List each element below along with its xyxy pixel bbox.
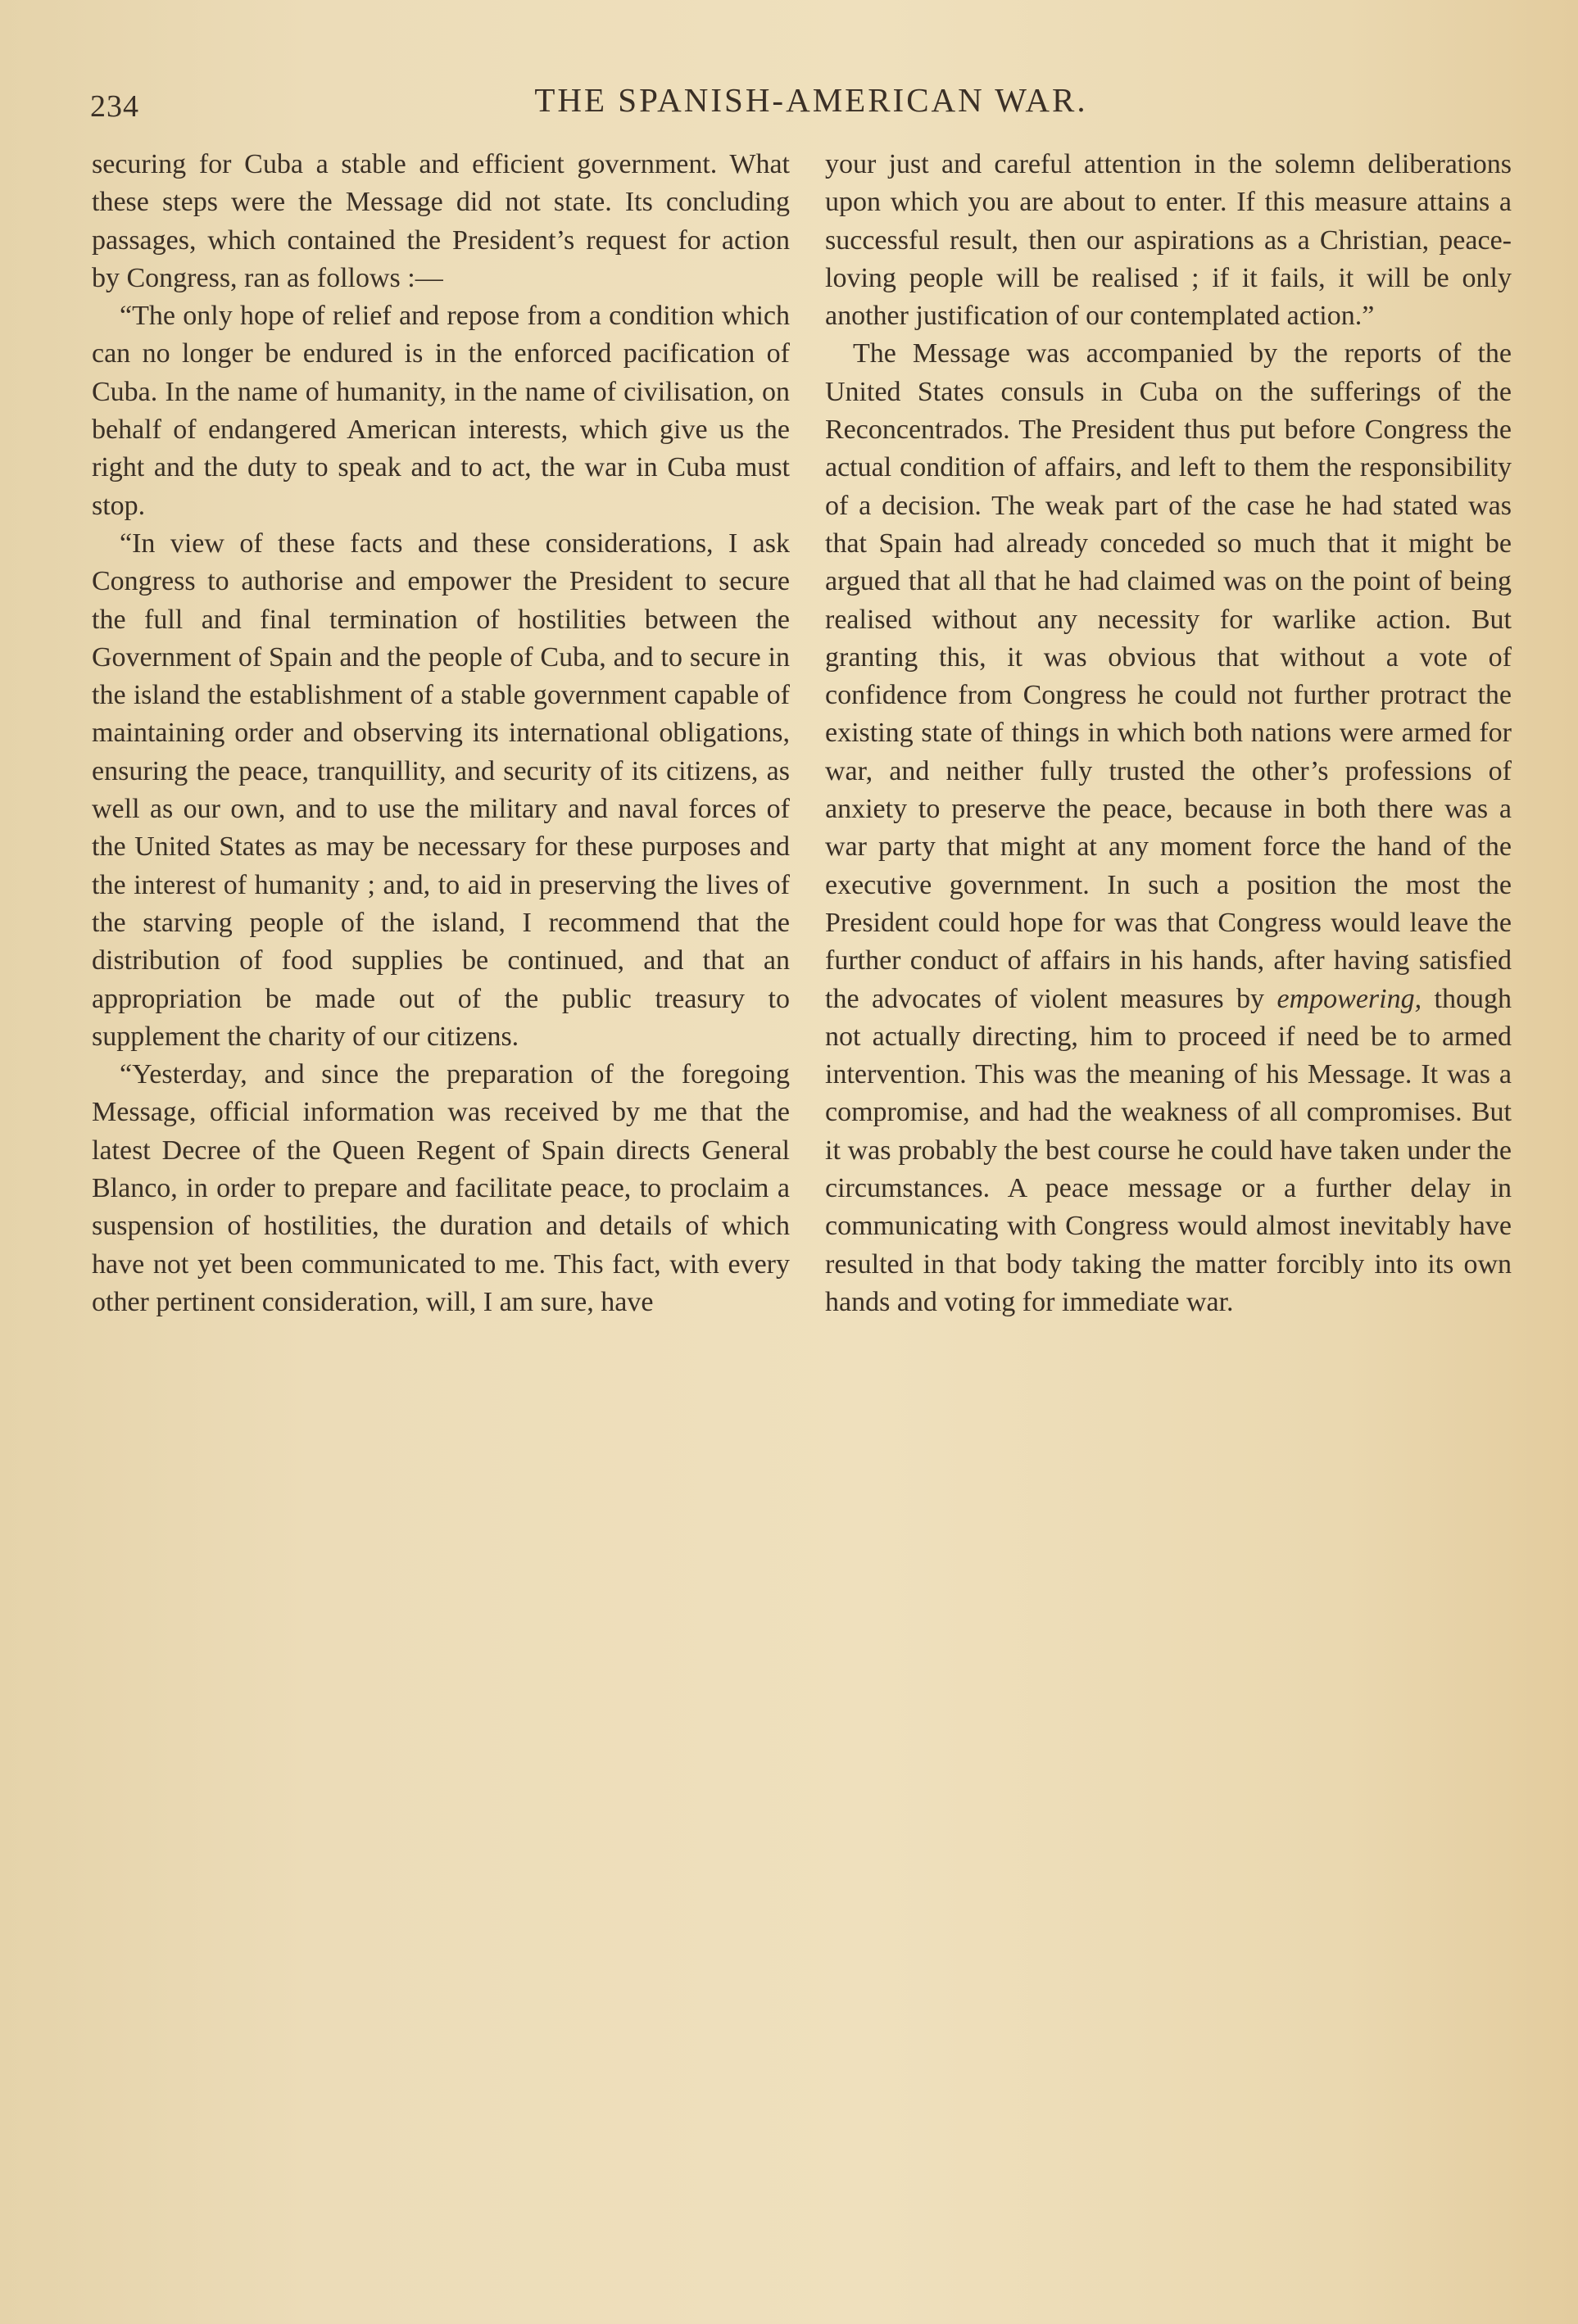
paragraph: “The only hope of relief and repose from a condition which can no longer be endured is in the enforced pacification of Cuba. In the name of humanity, in the name of civilisation, on behalf of endangered American interests, which give us the right and the duty to speak and to act, the war in Cuba must stop. bbox=[92, 301, 790, 521]
left-column bbox=[92, 146, 790, 1321]
emphasized-word: empowering, bbox=[1276, 983, 1422, 1014]
page-header bbox=[90, 74, 1532, 123]
paragraph-text: The Message was accompanied by the reports of the United States consuls in Cuba on the sufferings of the Reconcentrados. The President thus put before Congress the actual condition of affairs, and left to them the responsibility of a decision. The weak part of the case he had stated was that Spain had already conceded so much that it might be argued that all that he had claimed was on the point of being realised without any necessity for warlike action. But granting this, it was obvious that without a vote of confidence from Congress he could not further protract the existing state of things in which both nations were armed for war, and neither fully trusted the other’s professions of anxiety to preserve the peace, because in both there was a war party that might at any moment force the hand of the executive government. In such a position the most the President could hope for was that Congress would leave the further conduct of affairs in his hands, after having satisfied the advocates of violent measures by bbox=[825, 338, 1512, 1014]
paragraph: securing for Cuba a stable and efficient government. What these steps were the Message did not state. Its concluding passages, which contained the President’s request for action by Congress, ran as follows :— bbox=[92, 149, 790, 293]
running-title: THE SPANISH-AMERICAN WAR. bbox=[534, 81, 1088, 119]
paragraph: your just and careful attention in the solemn deliberations upon which you are about to enter. If this measure attains a successful result, then our aspirations as a Christian, peace-loving people will be realised ; if it fails, it will be only another justification of our contemplated action.” bbox=[825, 149, 1512, 332]
paragraph bbox=[825, 335, 1512, 1321]
page-number: 234 bbox=[90, 89, 139, 124]
paragraph-text: though not actually directing, him to proceed if need be to armed intervention. This was the meaning of his Message. It was a compromise, and had the weakness of all compromises. But it was probably the best course he could have taken under the circumstances. A peace message or a further delay in communicating with Congress would almost inevitably have resulted in that body taking the matter forcibly into its own hands and voting for immediate war. bbox=[825, 983, 1512, 1317]
paragraph: “Yesterday, and since the preparation of the foregoing Message, official information was received by me that the latest Decree of the Queen Regent of Spain directs General Blanco, in order to prepare and facilitate peace, to proclaim a suspension of hostilities, the duration and details of which have not yet been communicated to me. This fact, with every other pertinent consideration, will, I am sure, have bbox=[92, 1059, 790, 1317]
right-column bbox=[825, 146, 1512, 1321]
paragraph: “In view of these facts and these considerations, I ask Congress to authorise and empower the President to secure the full and final termination of hostilities between the Government of Spain and the people of Cuba, and to secure in the island the establishment of a stable government capable of maintaining order and observing its international obligations, ensuring the peace, tranquillity, and security of its citizens, as well as our own, and to use the military and naval forces of the United States as may be necessary for these purposes and the interest of humanity ; and, to aid in preserving the lives of the starving people of the island, I recommend that the distribution of food supplies be continued, and that an appropriation be made out of the public treasury to supplement the charity of our citizens. bbox=[92, 528, 790, 1052]
